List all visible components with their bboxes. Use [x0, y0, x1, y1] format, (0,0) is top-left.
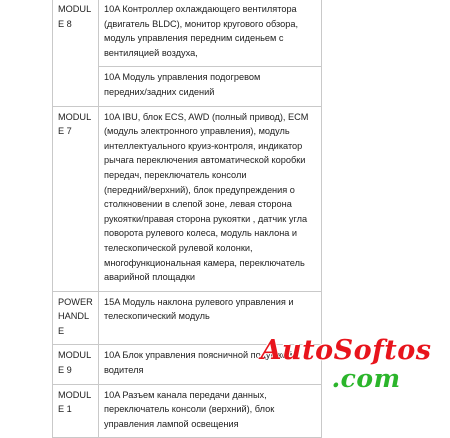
table-row-module-1 — [53, 384, 322, 438]
table-row-power-handle — [53, 291, 322, 345]
module-cell: MODULE 8 — [53, 0, 99, 106]
watermark-domain: .com — [331, 364, 401, 393]
table-row-module-9 — [53, 345, 322, 384]
description-cell: 10A Контроллер охлаждающего вентилятора (двигатель BLDC), монитор кругового обзора, модуль управления передним сиденьем с вентиляцией воздуха, — [99, 0, 322, 67]
description-cell: 15A Модуль наклона рулевого управления и телескопический модуль — [99, 291, 322, 345]
module-cell: MODULE 1 — [53, 384, 99, 438]
description-cell: 10A Разъем канала передачи данных, переключатель консоли (верхний), блок управления лампой освещения — [99, 384, 322, 438]
module-cell: MODULE 7 — [53, 106, 99, 291]
fuse-table — [52, 0, 322, 438]
table-row-module-7 — [53, 106, 322, 291]
watermark-brand: AutoSoftos — [260, 335, 432, 366]
module-cell: POWER HANDLE — [53, 291, 99, 345]
module-cell: MODULE 9 — [53, 345, 99, 384]
description-cell: 10A Блок управления поясничной подушкой водителя — [99, 345, 322, 384]
description-cell: 10A Модуль управления подогревом передних/задних сидений — [99, 67, 322, 106]
table-row-module-8 — [53, 0, 322, 67]
description-cell: 10A IBU, блок ECS, AWD (полный привод), ECM (модуль электронного управления), модуль интеллектуального круиз-контроля, индикатор рычага переключения автоматической коробки передач, переключатель консоли (передний/верхний), блок предупреждения о столкновении в слепой зоне, левая сторона рукоятки/правая сторона рукоятки , датчик угла поворота рулевого колеса, модуль наклона и телескопической рулевой колонки, многофункциональная камера, переключатель аварийной площадки — [99, 106, 322, 291]
